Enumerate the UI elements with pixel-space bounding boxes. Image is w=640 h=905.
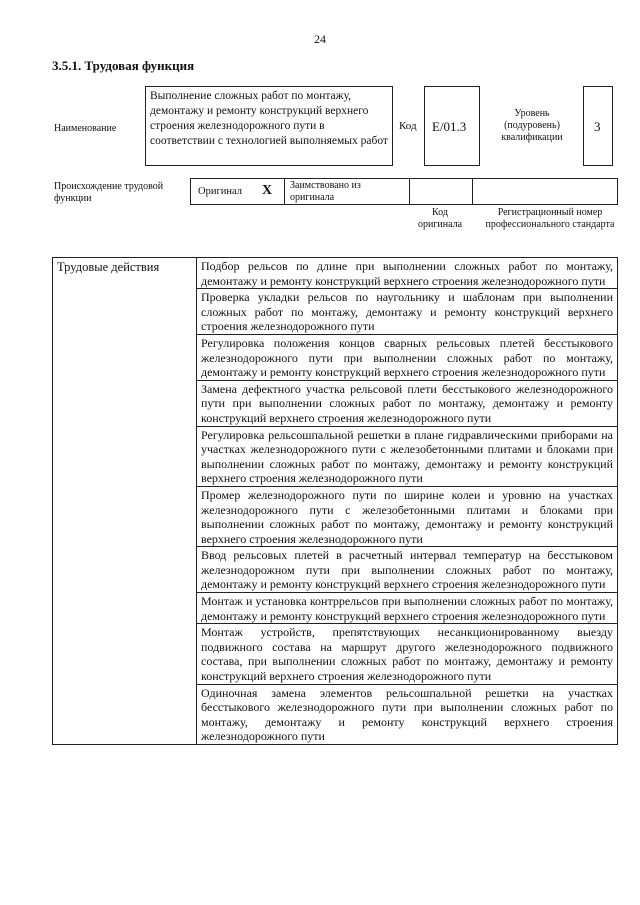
- labor-action: Ввод рельсовых плетей в расчетный интервал температур на бесстыковом железнодорожном пути при выполнении сложных работ по монтажу, демонтажу и ремонту конструкций верхнего строения железнодорожного пути: [197, 547, 618, 593]
- labor-action: Подбор рельсов по длине при выполнении сложных работ по монтажу, демонтажу и ремонту конструкций верхнего строения железнодорожного пути: [197, 258, 618, 289]
- original-label: Оригинал: [198, 186, 242, 197]
- page-number: 24: [314, 32, 326, 46]
- reg-number-caption: Регистрационный номер профессионального стандарта: [485, 207, 615, 230]
- code-original-cell: [409, 178, 473, 205]
- name-label: Наименование: [54, 123, 117, 134]
- code-original-caption: Код оригинала: [417, 207, 463, 230]
- reg-number-cell: [472, 178, 618, 205]
- borrowed-label: Заимствовано из оригинала: [290, 180, 361, 203]
- level-label: Уровень (подуровень) квалификации: [501, 108, 563, 143]
- labor-action: Проверка укладки рельсов по наугольнику и шаблонам при выполнении сложных работ по монтажу, демонтажу и ремонту конструкций верхнего строения железнодорожного пути: [197, 289, 618, 335]
- borrowed-cell: [284, 178, 410, 205]
- labor-action: Монтаж и установка контррельсов при выполнении сложных работ по монтажу, демонтажу и ремонту конструкций верхнего строения железнодорожного пути: [197, 593, 618, 624]
- section-title: 3.5.1. Трудовая функция: [52, 58, 195, 73]
- labor-action: Монтаж устройств, препятствующих несанкционированному выезду подвижного состава на маршрут другого железнодорожного подвижного состава, при выполнении сложных работ по монтажу, демонтажу и ремонту конструкций верхнего строения железнодорожного пути: [197, 624, 618, 684]
- labor-action: Одиночная замена элементов рельсошпальной решетки на участках бесстыкового железнодорожного пути при выполнении сложных работ по монтажу, демонтажу и ремонту конструкций верхнего строения железнодорожного пути: [197, 684, 618, 744]
- labor-action: Регулировка положения концов сварных рельсовых плетей бесстыкового железнодорожного пути при выполнении сложных работ по монтажу, демонтажу и ремонту конструкций верхнего строения железнодорожного пути: [197, 334, 618, 380]
- labor-action: Промер железнодорожного пути по ширине колеи и уровню на участках железнодорожного пути с железобетонными плитами и блоками при выполнении сложных работ по монтажу, демонтажу и ремонту конструкций верхнего строения железнодорожного пути: [197, 486, 618, 546]
- labor-actions-table: [52, 257, 618, 745]
- original-cell: [190, 178, 285, 205]
- labor-action: Регулировка рельсошпальной решетки в плане гидравлическими приборами на участках железнодорожного пути с железобетонными плитами и блоками при выполнении сложных работ по монтажу, демонтажу и ремонту конструкций верхнего строения железнодорожного пути: [197, 426, 618, 486]
- level-value: 3: [594, 119, 601, 134]
- origin-label: Происхождение трудовой функции: [54, 181, 164, 204]
- code-label: Код: [399, 120, 417, 132]
- function-name: Выполнение сложных работ по монтажу, демонтажу и ремонту конструкций верхнего строения железнодорожного пути в соответствии с технологией выполняемых работ: [145, 86, 393, 166]
- row-heading: Трудовые действия: [53, 258, 197, 745]
- original-mark: X: [262, 183, 273, 198]
- table-row: [53, 258, 618, 289]
- labor-action: Замена дефектного участка рельсовой плети бесстыкового железнодорожного пути при выполнении сложных работ по монтажу, демонтажу и ремонту конструкций верхнего строения железнодорожного пути: [197, 380, 618, 426]
- code-value: E/01.3: [432, 119, 467, 134]
